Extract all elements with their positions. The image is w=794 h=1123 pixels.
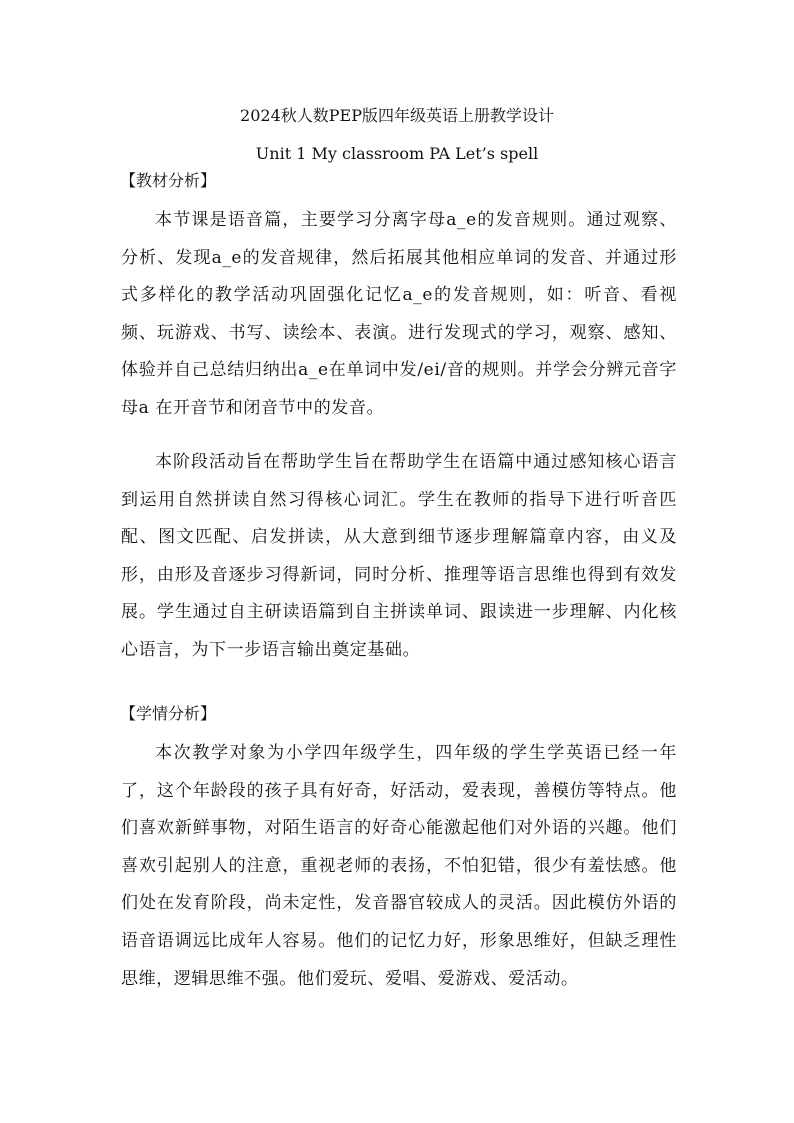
paragraph: 本次教学对象为小学四年级学生，四年级的学生学英语已经一年了，这个年龄段的孩子具有好奇，好活动，爱表现，善模仿等特点。他们喜欢新鲜事物，对陌生语言的好奇心能激起他们对外语的兴趣。他们喜欢引起别人的注意，重视老师的表扬，不怕犯错，很少有羞怯感。他们处在发育阶段，尚未定性，发音器官较成人的灵活。因此模仿外语的语音语调远比成年人容易。他们的记忆力好，形象思维好，但缺乏理性思维，逻辑思维不强。他们爱玩、爱唱、爱游戏、爱活动。 <box>121 743 677 989</box>
paragraph: 本节课是语音篇，主要学习分离字母a_e的发音规则。通过观察、分析、发现a_e的发音规律，然后拓展其他相应单词的发音、并通过形式多样化的教学活动巩固强化记忆a_e的发音规则，如：听音、看视频、玩游戏、书写、读绘本、表演。进行发现式的学习，观察、感知、体验并自己总结归纳出a_e在单词中发/ei/音的规则。并学会分辨元音字母a 在开音节和闭音节中的发音。 <box>121 210 677 418</box>
document-title: 2024秋人数PEP版四年级英语上册教学设计 <box>240 106 554 125</box>
paragraph: 本阶段活动旨在帮助学生旨在帮助学生在语篇中通过感知核心语言到运用自然拼读自然习得核心词汇。学生在教师的指导下进行听音匹配、图文匹配、启发拼读，从大意到细节逐步理解篇章内容，由义及形，由形及音逐步习得新词，同时分析、推理等语言思维也得到有效发展。学生通过自主研读语篇到自主拼读单词、跟读进一步理解、内化核心语言，为下一步语言输出奠定基础。 <box>121 452 677 660</box>
document-subtitle: Unit 1 My classroom PA Let’s spell <box>255 144 539 163</box>
section-heading-textbook-analysis: 【教材分析】 <box>120 171 217 190</box>
section-heading-student-analysis: 【学情分析】 <box>120 704 217 723</box>
